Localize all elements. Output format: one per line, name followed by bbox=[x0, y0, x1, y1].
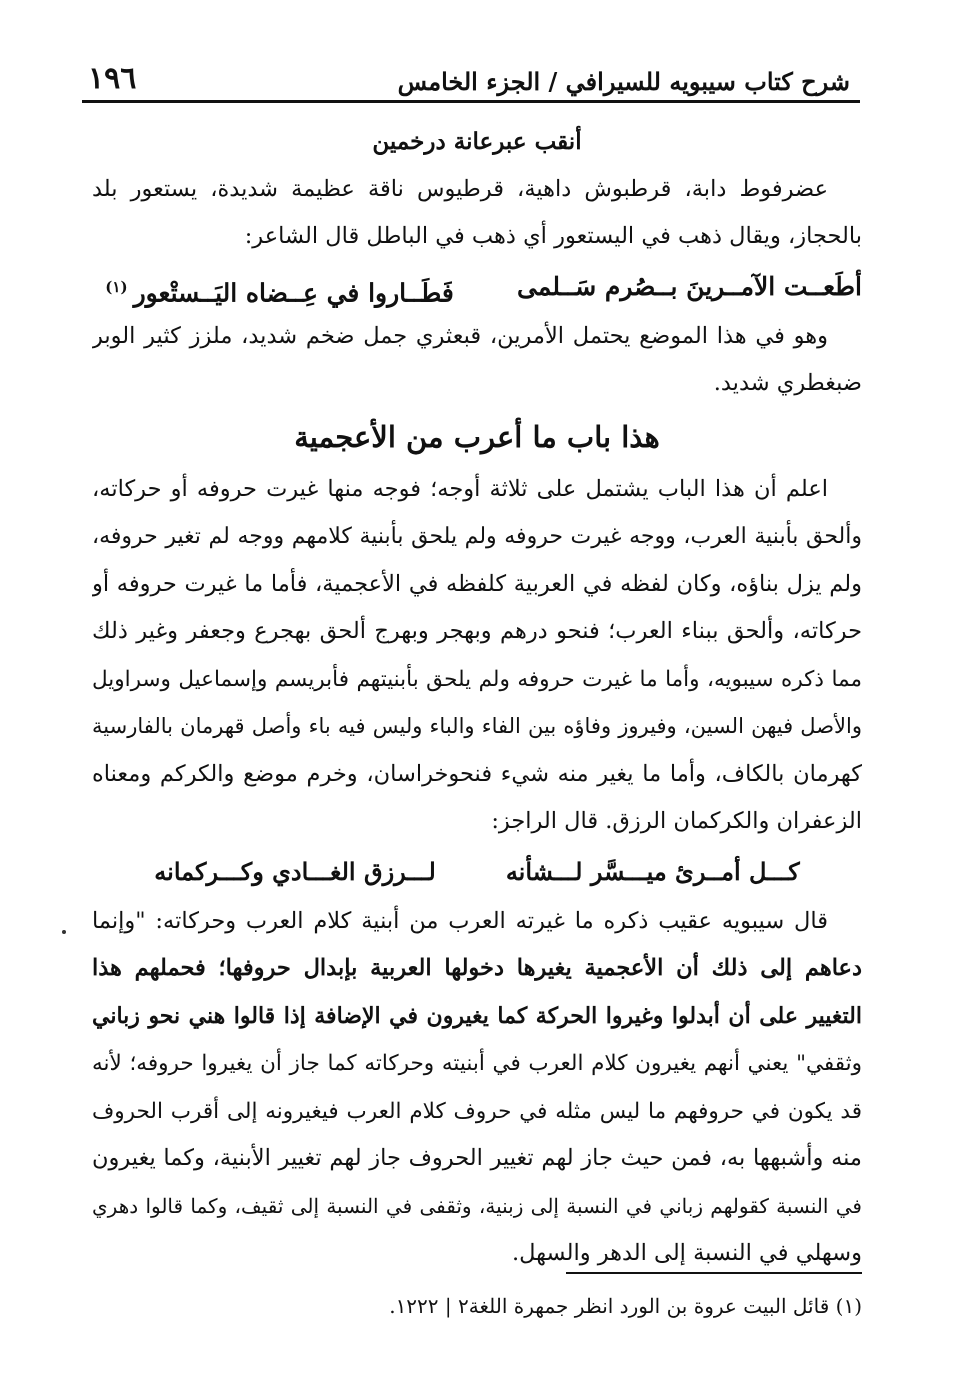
after-verse-line: ضبغطري شديد. bbox=[713, 370, 862, 396]
running-title: شرح كتاب سيبويه للسيرافي / الجزء الخامس bbox=[397, 67, 850, 96]
scan-speck bbox=[62, 930, 66, 934]
intro-title-line: أنقب عبرعانة درخمين bbox=[372, 128, 582, 155]
section-line: ولم يزل بناؤه، وكان لفظه في العربية كلفظه في الأعجمية، فأما ما غيرت حروفه أو bbox=[92, 570, 862, 597]
section-line: كهرمان بالكاف، وأما ما يغير منه شيء فنحوخراسان، وخرم موضع والكركم ومعناه bbox=[92, 760, 862, 787]
page-body bbox=[92, 118, 862, 1278]
section-heading: هذا باب ما أعرب من الأعجمية bbox=[294, 419, 660, 454]
closing-line: في النسبة كقولهم زباني في النسبة إلى زبنية، وثقفى في النسبة إلى ثقيف، وكما قالوا دهري bbox=[92, 1193, 862, 1218]
verse-2 bbox=[92, 846, 862, 898]
footnote: (١) قائل البيت عروة بن الورد انظر جمهرة اللغة٢ | ١٢٢٢. bbox=[389, 1294, 862, 1318]
closing-line: وثقفي" يعني أنهم يغيرون كلام العرب في أبنيته وحركاته كما جاز أن يغيروا حروفه؛ لأنه bbox=[92, 1051, 862, 1076]
verse-1-first-hemistich: أطَعــت الآمــرينَ بــصُرم سَــلمى bbox=[517, 271, 862, 301]
intro-line: عضرفوط دابة، قرطبوش داهية، قرطيوس ناقة عظيمة شديدة، يستعور بلد bbox=[92, 175, 828, 202]
section-line: والأصل فيهن السين، وفيروز وفاؤه بين الفاء والباء وليس فيه باء وأصل قهرمان بالفارسية bbox=[92, 714, 862, 738]
footnote-reference-mark: (١) bbox=[105, 277, 128, 296]
closing-line: التغيير على أن أبدلوا وغيروا الحركة كما يغيرون في الإضافة إذا قالوا هني نحو زباني bbox=[92, 1002, 862, 1029]
closing-line: قد يكون في حروفهم ما ليس مثله في حروف كلام العرب فيغيرونه إلى أقرب الحروف bbox=[92, 1098, 862, 1124]
page-header bbox=[88, 52, 850, 96]
footnote-rule bbox=[566, 1272, 862, 1274]
verse-2-first-hemistich: كـــل أمــرئ ميـــسَّر لـــشأنه bbox=[505, 856, 800, 886]
section-line: اعلم أن هذا الباب يشتمل على ثلاثة أوجه؛ فوجه منها غيرت حروفه أو حركاته، bbox=[92, 475, 828, 502]
intro-line: بالحجاز، ويقال ذهب في اليستعور أي ذهب في الباطل قال الشاعر: bbox=[244, 223, 862, 249]
closing-line: قال سيبويه عقيب ذكره ما غيرته العرب من أبنية كلام العرب وحركاته: "وإنما bbox=[92, 907, 828, 934]
header-rule bbox=[82, 100, 860, 103]
after-verse-line: وهو في هذا الموضع يحتمل الأمرين، قبعثري جمل ضخم شديد، ملزز كثير الوبر bbox=[92, 322, 828, 349]
closing-line: وسهلي في النسبة إلى الدهر والسهل. bbox=[511, 1240, 862, 1266]
section-line: حركاته، وألحق ببناء العرب؛ فنحو درهم وبهجر وبهرج ألحق بهجرع وجعفر وغير ذلك bbox=[92, 618, 862, 644]
page-number: ١٩٦ bbox=[88, 61, 137, 96]
verse-1 bbox=[92, 261, 862, 313]
closing-line: منه وأشبهها به، فمن حيث جاز لهم تغيير الحروف جاز لهم تغيير الأبنية، وكما يغيرون bbox=[92, 1145, 862, 1171]
verse-2-second-hemistich: لـــرزق الغـــادي وكـــركمانه bbox=[154, 856, 436, 886]
section-line: وألحق بأبنية العرب، ووجه غيرت حروفه ولم يلحق بأبنية كلامهم ووجه لم تغير حروفه، bbox=[92, 524, 862, 549]
section-line: مما ذكره سيبويه، وأما ما غيرت حروفه ولم يلحق بأبنيتهم فأبريسم وإسماعيل وسراويل bbox=[92, 666, 862, 692]
closing-line: دعاهم إلى ذلك أن الأعجمية يغيرها دخولها العربية بإبدال حروفها؛ فحملهم هذا bbox=[92, 955, 862, 981]
verse-1-second-text: فَطَــاروا في عِــضاه اليَــستْعور bbox=[133, 277, 454, 307]
section-line: الزعفران والكركمان الرزق. قال الراجز: bbox=[491, 808, 862, 834]
verse-1-second-hemistich bbox=[92, 261, 454, 313]
